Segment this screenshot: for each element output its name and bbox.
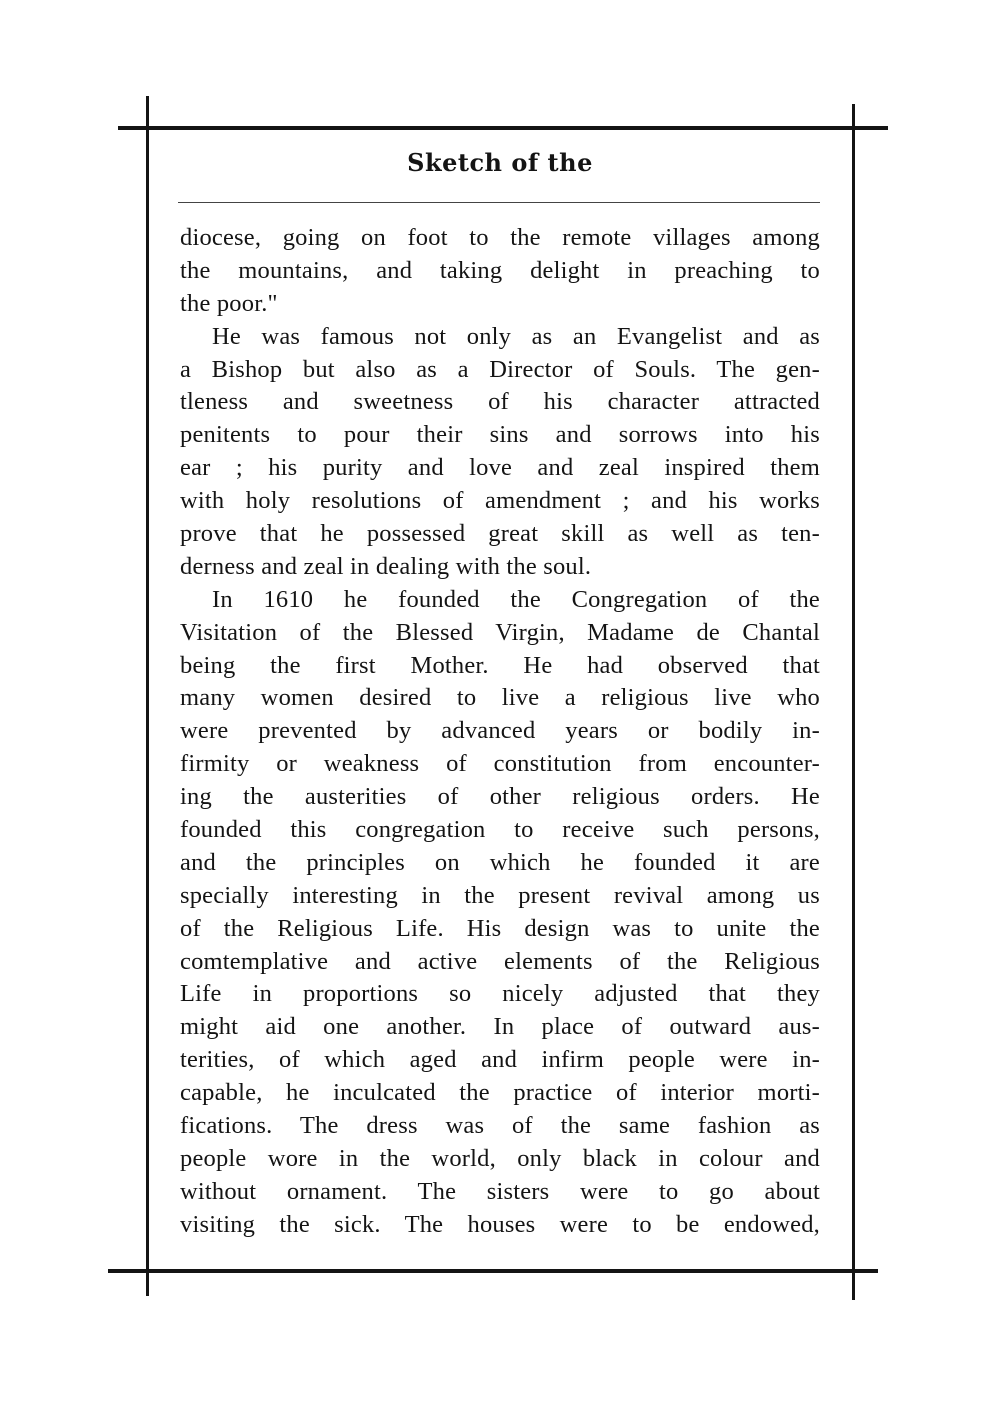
text-line: visiting the sick. The houses were to be endowed, bbox=[180, 1210, 820, 1238]
text-line: being the first Mother. He had observed that bbox=[180, 651, 820, 679]
body-text bbox=[180, 222, 820, 1242]
text-line: with holy resolutions of amendment ; and his works bbox=[180, 487, 820, 515]
frame-right-rule bbox=[852, 104, 855, 1300]
text-line: He was famous not only as an Evangelist and as bbox=[212, 322, 820, 350]
running-head: Sketch of the bbox=[407, 148, 593, 177]
paragraph bbox=[180, 222, 820, 321]
text-line: might aid one another. In place of outward aus- bbox=[180, 1013, 820, 1041]
text-line: a Bishop but also as a Director of Souls. The gen- bbox=[180, 355, 820, 383]
text-line: terities, of which aged and infirm people were in- bbox=[180, 1046, 820, 1074]
text-line: comtemplative and active elements of the Religious bbox=[180, 947, 820, 975]
text-line: of the Religious Life. His design was to unite the bbox=[180, 914, 820, 942]
text-line: the mountains, and taking delight in preaching to bbox=[180, 256, 820, 284]
head-divider bbox=[178, 202, 820, 203]
text-line: many women desired to live a religious live who bbox=[180, 684, 820, 712]
text-line: diocese, going on foot to the remote villages among bbox=[180, 224, 820, 251]
text-line: capable, he inculcated the practice of interior morti- bbox=[180, 1079, 820, 1107]
text-line: were prevented by advanced years or bodily in- bbox=[180, 717, 820, 745]
text-line: the poor." bbox=[180, 289, 278, 317]
frame-bottom-rule bbox=[108, 1269, 878, 1273]
text-line: without ornament. The sisters were to go about bbox=[180, 1177, 820, 1205]
frame-left-rule bbox=[146, 96, 149, 1296]
text-line: penitents to pour their sins and sorrows into his bbox=[180, 421, 820, 449]
text-line: fications. The dress was of the same fashion as bbox=[180, 1112, 820, 1140]
text-line: Visitation of the Blessed Virgin, Madame de Chantal bbox=[180, 618, 820, 646]
text-line: founded this congregation to receive such persons, bbox=[180, 816, 820, 844]
text-line: firmity or weakness of constitution from encounter- bbox=[180, 750, 820, 778]
text-line: ing the austerities of other religious orders. He bbox=[180, 783, 820, 811]
text-line: people wore in the world, only black in colour and bbox=[180, 1144, 820, 1172]
text-line: In 1610 he founded the Congregation of the bbox=[212, 585, 820, 613]
text-line: and the principles on which he founded it are bbox=[180, 848, 820, 876]
text-line: ear ; his purity and love and zeal inspired them bbox=[180, 454, 820, 482]
paragraph bbox=[180, 584, 820, 1242]
text-line: tleness and sweetness of his character attracted bbox=[180, 388, 820, 416]
frame-top-rule bbox=[118, 126, 888, 130]
paragraph bbox=[180, 321, 820, 584]
text-line: specially interesting in the present revival among us bbox=[180, 881, 820, 909]
text-line: prove that he possessed great skill as well as ten- bbox=[180, 520, 820, 548]
text-line: derness and zeal in dealing with the soul. bbox=[180, 552, 592, 580]
text-line: Life in proportions so nicely adjusted that they bbox=[180, 980, 820, 1008]
